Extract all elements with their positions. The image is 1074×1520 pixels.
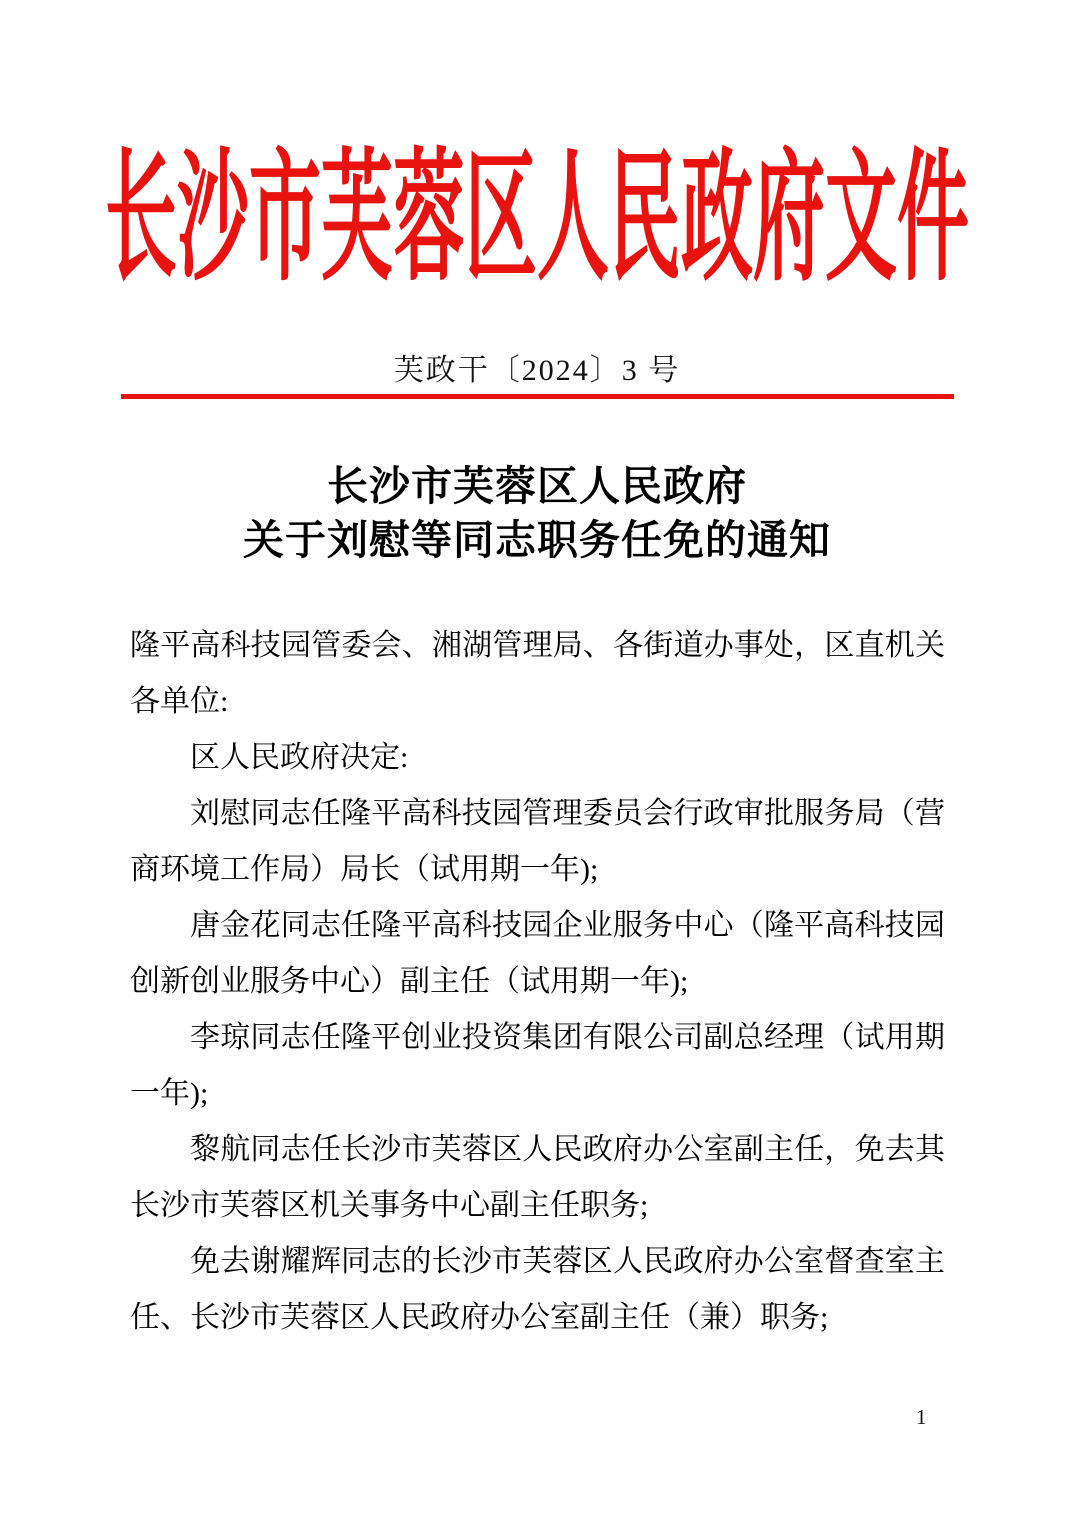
appointment-item-liuwei: 刘慰同志任隆平高科技园管理委员会行政审批服务局（营商环境工作局）局长（试用期一年); <box>130 797 945 886</box>
document-body <box>130 618 945 1346</box>
decision-intro: 区人民政府决定: <box>190 741 409 774</box>
appointment-item-tangjinhua: 唐金花同志任隆平高科技园企业服务中心（隆平高科技园创新创业服务中心）副主任（试用期一年); <box>130 909 945 998</box>
appointment-item-liqiong: 李琼同志任隆平创业投资集团有限公司副总经理（试用期一年); <box>130 1021 945 1110</box>
document-title-line2: 关于刘慰等同志职务任免的通知 <box>243 517 831 563</box>
document-title <box>0 459 1074 567</box>
document-number: 芙政干〔2024〕3 号 <box>393 354 681 387</box>
red-divider-rule <box>121 394 954 399</box>
red-header-banner <box>0 140 1074 299</box>
issuing-authority-banner: 长沙市芙蓉区人民政府文件 <box>104 140 969 299</box>
addressee-line: 隆平高科技园管委会、湘湖管理局、各街道办事处，区直机关各单位: <box>130 629 945 718</box>
removal-item-xieyaohui: 免去谢耀辉同志的长沙市芙蓉区人民政府办公室督查室主任、长沙市芙蓉区人民政府办公室副主任（兼）职务; <box>130 1245 945 1334</box>
page-number: 1 <box>916 1405 927 1429</box>
document-title-line1: 长沙市芙蓉区人民政府 <box>327 463 747 509</box>
appointment-item-lihang: 黎航同志任长沙市芙蓉区人民政府办公室副主任，免去其长沙市芙蓉区机关事务中心副主任职务; <box>130 1133 945 1222</box>
